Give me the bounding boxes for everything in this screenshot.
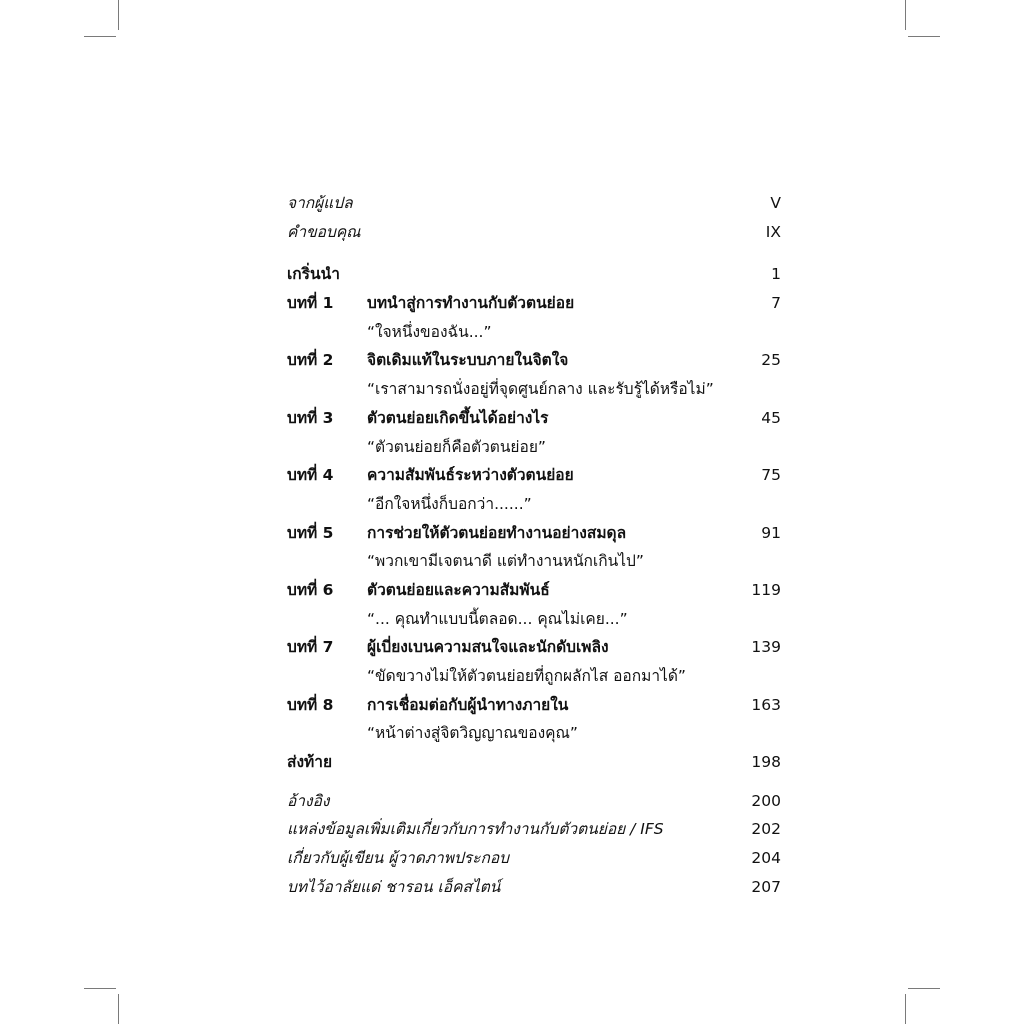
toc-chapter-3-subtitle-row (287, 433, 781, 462)
chapter-page: 163 (751, 695, 781, 714)
toc-entry-page: 198 (751, 753, 781, 772)
chapter-page: 25 (761, 351, 781, 370)
chapter-title: ตัวตนย่อยและความสัมพันธ์ (367, 580, 550, 599)
chapter-page: 119 (751, 580, 781, 599)
toc-chapter-5-subtitle-row (287, 547, 781, 576)
toc-chapter-1-subtitle-row (287, 318, 781, 347)
toc-chapter-6-subtitle-row (287, 605, 781, 634)
toc-chapter-3 (287, 404, 781, 433)
toc-chapter-4-subtitle-row (287, 490, 781, 519)
table-of-contents (287, 189, 781, 902)
toc-entry-page: IX (765, 222, 781, 241)
toc-chapter-1 (287, 289, 781, 318)
crop-mark-top-left-v (118, 0, 119, 30)
toc-entry-resources (287, 815, 781, 844)
toc-entry-title: ส่งท้าย (287, 753, 333, 772)
chapter-title: การเชื่อมต่อกับผู้นำทางภายใน (367, 695, 569, 714)
toc-entry-from-translator (287, 189, 781, 218)
chapter-subtitle: “หน้าต่างสู่จิตวิญญาณของคุณ” (367, 724, 578, 743)
chapter-label: บทที่ 8 (287, 695, 334, 714)
chapter-page: 75 (761, 466, 781, 485)
crop-mark-top-left-h (84, 36, 116, 37)
chapter-subtitle: “อีกใจหนึ่งก็บอกว่า......” (367, 494, 532, 513)
toc-entry-title: อ้างอิง (287, 791, 330, 810)
chapter-title: ผู้เบี่ยงเบนความสนใจและนักดับเพลิง (367, 638, 609, 657)
chapter-page: 7 (771, 294, 781, 313)
chapter-page: 139 (751, 638, 781, 657)
toc-chapter-7-subtitle-row (287, 662, 781, 691)
toc-entry-intro (287, 260, 781, 289)
chapter-title: ตัวตนย่อยเกิดขึ้นได้อย่างไร (367, 408, 549, 427)
toc-entry-references (287, 787, 781, 816)
chapter-title: บทนำสู่การทำงานกับตัวตนย่อย (367, 294, 575, 313)
toc-chapter-4 (287, 461, 781, 490)
crop-mark-bottom-left-v (118, 994, 119, 1024)
crop-mark-bottom-right-v (905, 994, 906, 1024)
crop-mark-bottom-left-h (84, 988, 116, 989)
chapter-subtitle: “... คุณทำแบบนี้ตลอด... คุณไม่เคย...” (367, 609, 628, 628)
chapter-label: บทที่ 4 (287, 466, 334, 485)
toc-chapter-7 (287, 633, 781, 662)
toc-entry-about-authors (287, 844, 781, 873)
toc-entry-title: แหล่งข้อมูลเพิ่มเติมเกี่ยวกับการทำงานกับตัวตนย่อย / IFS (287, 820, 664, 839)
crop-mark-top-right-h (908, 36, 940, 37)
toc-entry-page: V (770, 194, 781, 212)
toc-entry-title: จากผู้แปล (287, 194, 353, 212)
crop-mark-top-right-v (905, 0, 906, 30)
toc-entry-title: คำขอบคุณ (287, 222, 361, 241)
toc-chapter-5 (287, 519, 781, 548)
crop-mark-bottom-right-h (908, 988, 940, 989)
chapter-label: บทที่ 2 (287, 351, 334, 370)
chapter-label: บทที่ 5 (287, 523, 334, 542)
chapter-subtitle: “ใจหนึ่งของฉัน...” (367, 322, 492, 341)
chapter-subtitle: “เราสามารถนั่งอยู่ที่จุดศูนย์กลาง และรับรู้ได้หรือไม่” (367, 380, 714, 399)
chapter-subtitle: “ตัวตนย่อยก็คือตัวตนย่อย” (367, 437, 546, 456)
toc-entry-title: เกี่ยวกับผู้เขียน ผู้วาดภาพประกอบ (287, 849, 509, 868)
toc-entry-acknowledgements (287, 218, 781, 247)
chapter-page: 45 (761, 408, 781, 427)
toc-entry-page: 202 (751, 820, 781, 839)
toc-entry-epilogue (287, 748, 781, 777)
chapter-label: บทที่ 1 (287, 294, 334, 313)
toc-entry-page: 1 (771, 265, 781, 284)
toc-chapter-8-subtitle-row (287, 719, 781, 748)
chapter-title: การช่วยให้ตัวตนย่อยทำงานอย่างสมดุล (367, 523, 627, 542)
chapter-title: จิตเดิมแท้ในระบบภายในจิตใจ (367, 351, 569, 370)
toc-chapter-2-subtitle-row (287, 375, 781, 404)
toc-entry-page: 200 (751, 791, 781, 810)
chapter-title: ความสัมพันธ์ระหว่างตัวตนย่อย (367, 466, 574, 485)
chapter-label: บทที่ 3 (287, 408, 334, 427)
chapter-page: 91 (761, 523, 781, 542)
toc-chapter-8 (287, 691, 781, 720)
toc-chapter-6 (287, 576, 781, 605)
chapter-subtitle: “ขัดขวางไม่ให้ตัวตนย่อยที่ถูกผลักไส ออกมาได้” (367, 667, 686, 685)
toc-entry-page: 204 (751, 849, 781, 868)
toc-chapter-2 (287, 346, 781, 375)
toc-entry-title: บทไว้อาลัยแด่ ชารอน เอ็คสไตน์ (287, 877, 501, 896)
toc-entry-title: เกริ่นนำ (287, 265, 340, 284)
toc-entry-page: 207 (751, 877, 781, 896)
chapter-subtitle: “พวกเขามีเจตนาดี แต่ทำงานหนักเกินไป” (367, 552, 644, 571)
chapter-label: บทที่ 7 (287, 638, 334, 657)
chapter-label: บทที่ 6 (287, 580, 334, 599)
toc-entry-tribute (287, 873, 781, 902)
